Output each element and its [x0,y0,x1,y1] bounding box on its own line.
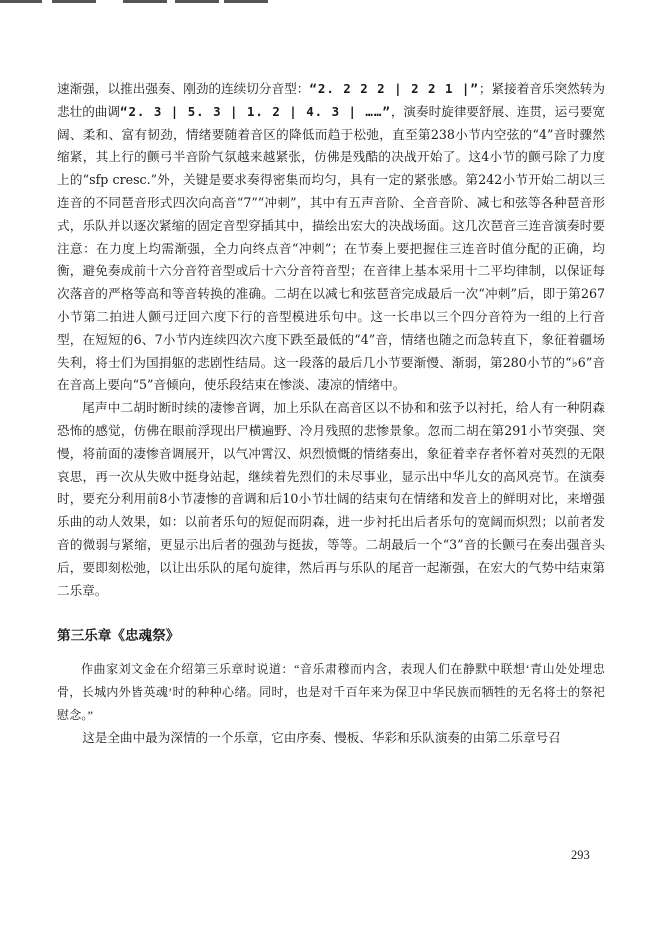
paragraph-1 [57,78,605,397]
notation-melody: “2. 3 | 5. 3 | 1. 2 | 4. 3 | ……” [120,103,391,119]
paragraph-1-body: ，演奏时旋律要舒展、连贯，运弓要宽阔、柔和、富有韧劲，情绪要随着音区的降低而趋于松弛，直至第238小节内空弦的“4”音时骤然缩紧，其上行的颤弓半音阶气氛越来越紧张，仿佛是残酷的决战开始了。这4小节的颤弓除了力度上的“sfp cresc.”外，关键是要求奏得密集而均匀，具有一定的紧张感。第242小节开始二胡以三连音的不同琶音形式四次向高音“7”“冲刺”，其中有五声音阶、全音音阶、减七和弦等各种琶音形式，乐队并以逐次紧缩的固定音型穿插其中，描绘出宏大的决战场面。这几次琶音三连音演奏时要注意：在力度上均需渐强，全力向终点音“冲刺”；在节奏上要把握住三连音时值分配的正确，均衡，避免奏成前十六分音符音型或后十六分音符音型；在音律上基本采用十二平均律制，以保证每次落音的严格等高和等音转换的准确。二胡在以减七和弦琶音完成最后一次“冲刺”后，即于第267小节第二拍进人颤弓迂回六度下行的音型模进乐句中。这一长串以三个四分音符为一组的上行音型，在短短的6、7小节内连续四次六度下跌至最低的“4”音，情绪也随之而急转直下，象征着疆场失利，将士们为国捐躯的悲剧性结局。这一段落的最后几小节要渐慢、渐弱，第280小节的“♭6”音在音高上要向“5”音倾向，使乐段结束在惨淡、凄凉的情绪中。 [57,103,606,393]
quote-intro: 作曲家刘文金在介绍第三乐章时说道： [81,662,295,677]
paragraph-4: 这是全曲中最为深情的一个乐章，它由序奏、慢板、华彩和乐队演奏的由第二乐章号召 [82,729,561,745]
notation-syncopation: “2. 2 2 2 | 2 2 1 |” [309,81,479,96]
page-body [57,0,605,750]
paragraph-1-mid: ；紧接着音乐突然转为悲壮的曲调 [57,81,606,119]
paragraph-2: 尾声中二胡时断时续的凄惨音调，加上乐队在高音区以不协和和弦予以衬托，给人有一种阴森恐怖的感觉，仿佛在眼前浮现出尸横遍野、冷月残照的悲惨景象。忽而二胡在第291小节突强、突慢，将前面的凄惨音调展开，以气冲霄汉、炽烈愤慨的情绪奏出，象征着幸存者怀着对英烈的无限哀思，再一次从失败中挺身站起，继续着先烈们的未尽事业，显示出中华儿女的高风亮节。在演奏时，要充分利用前8小节凄惨的音调和后10小节壮阔的结束句在情绪和发音上的鲜明对比，来增强乐曲的动人效果，如：以前者乐句的短促而阴森，进一步衬托出后者乐句的宽阔而炽烈；以前者发音的微弱与紧缩，更显示出后者的强劲与挺拔，等等。二胡最后一个“3”音的长颤弓在奏出强音头后，要即刻松弛，以让出乐队的尾句旋律，然后再与乐队的尾音一起渐强，在宏大的气势中结束第二乐章。 [57,400,605,598]
section-heading: 第三乐章《忠魂祭》 [57,628,180,645]
quote-paragraph [57,658,605,726]
page-number: 293 [571,848,590,862]
paragraph-1-lead: 速渐强，以推出强奏、刚劲的连续切分音型： [57,81,310,96]
quote-text: “音乐肃穆而内含，表现人们在静默中联想‘青山处处埋忠骨，长城内外皆英魂’时的种种心绪。同时，也是对千百年来为保卫中华民族而牺牲的无名将士的祭祀慰念。” [57,662,605,722]
top-rule-1 [0,0,42,3]
